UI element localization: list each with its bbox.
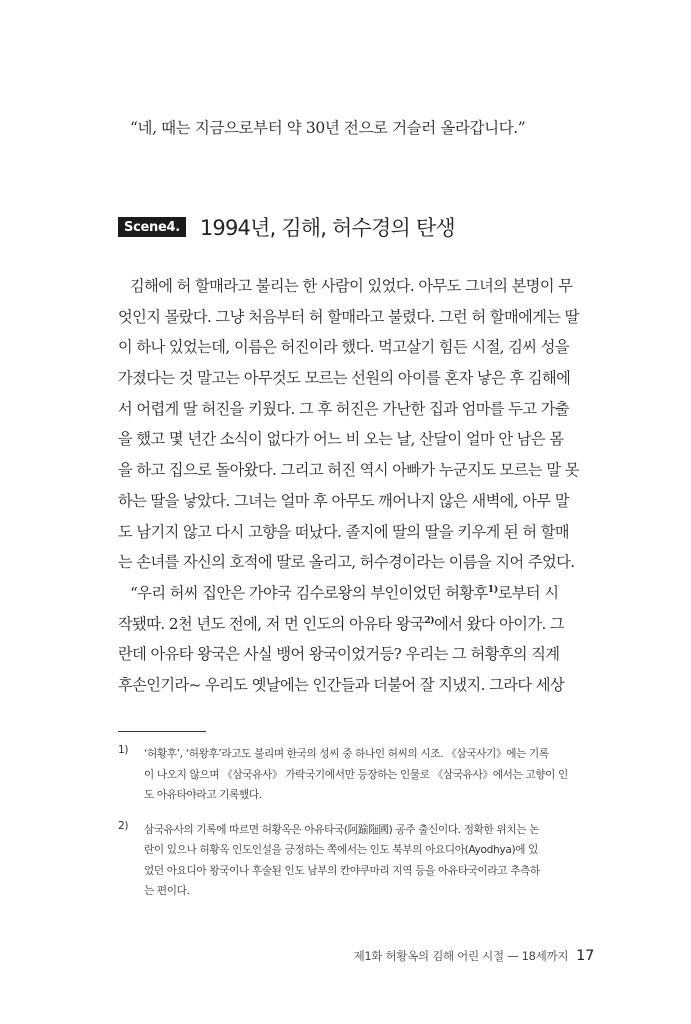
body-line: 도 남기지 않고 다시 고향을 떠났다. 졸지에 딸의 딸을 키우게 된 허 할매 (118, 522, 570, 541)
footnote-line: ‘허황후’, ‘허왕후’라고도 불리며 한국의 성씨 중 하나인 허씨의 시조. 《삼국사기》에는 기록 (144, 748, 549, 760)
body-line: 하는 딸을 낳았다. 그녀는 얼마 후 아무도 깨어나지 않은 새벽에, 아무 말 (118, 491, 570, 510)
dialogue-text: 에서 왔다 아이가. 그 (434, 614, 565, 633)
footnote-line: 이 나오지 않으며 《삼국유사》 가락국기에서만 등장하는 인물로 《삼국유사》에서는 고향이 인 (144, 768, 568, 781)
running-title: 제1화 허황옥의 김해 어린 시절 — 18세까지 (353, 949, 569, 963)
body-line: 는 손녀를 자신의 호적에 딸로 올리고, 허수경이라는 이름을 지어 주었다. (118, 553, 575, 572)
footnote-divider (118, 731, 206, 732)
dialogue-text: 로부터 시 (497, 583, 559, 602)
footnotes (118, 744, 594, 916)
footnote-ref-2[interactable]: 2) (424, 614, 435, 626)
running-footer (354, 948, 594, 964)
footnote-number: 1) (118, 744, 129, 756)
scene-heading (118, 210, 455, 244)
footnote-line: 도 아유타야라고 기록했다. (144, 789, 262, 801)
body-text (118, 271, 594, 701)
body-line: 가졌다는 것 말고는 아무것도 모르는 선원의 아이를 혼자 낳은 후 김해에 (118, 369, 571, 388)
body-line: 김해에 허 할매라고 불리는 한 사람이 있었다. 아무도 그녀의 본명이 무 (130, 277, 573, 295)
dialogue-line: 란데 아유타 왕국은 사실 뱅어 왕국이었거등? 우리는 그 허황후의 직계 (118, 645, 560, 664)
dialogue-text: 작됐따. 2천 년도 전에, 저 먼 인도의 아유타 왕국 (118, 614, 425, 633)
body-line: 이 하나 있었는데, 이름은 허진이라 했다. 먹고살기 힘든 시절, 김씨 성을 (118, 338, 570, 357)
dialogue-text: “우리 허씨 집안은 가야국 김수로왕의 부인이었던 허황후 (130, 583, 488, 602)
dialogue-line (118, 578, 594, 609)
footnote-number: 2) (118, 819, 129, 832)
body-line: 을 하고 집으로 돌아왔다. 그리고 허진 역시 아빠가 누군지도 모르는 말 못 (118, 461, 579, 480)
footnote-ref-1[interactable]: 1) (487, 583, 498, 595)
opening-quote: “네, 때는 지금으로부터 약 30년 전으로 거슬러 올라갑니다.” (130, 119, 526, 137)
footnote-1 (118, 744, 594, 806)
body-line: 서 어렵게 딸 허진을 키웠다. 그 후 허진은 가난한 집과 엄마를 두고 가출 (118, 399, 570, 418)
footnote-line: 는 편이다. (144, 885, 190, 897)
footnote-2 (118, 820, 594, 902)
scene-badge: Scene4. (118, 217, 186, 237)
footnote-line: 삼국유사의 기록에 따르면 허황옥은 아유타국(阿踰陁國) 공주 출신이다. 정확한 위치는 논 (144, 823, 539, 836)
body-line: 엇인지 몰랐다. 그냥 처음부터 허 할매라고 불렸다. 그런 허 할매에게는 딸 (118, 307, 579, 326)
dialogue-line: 후손인기라~ 우리도 옛날에는 인간들과 더불어 잘 지냈지. 그라다 세상 (118, 675, 565, 694)
body-line: 을 했고 몇 년간 소식이 없다가 어느 비 오는 날, 산달이 얼마 안 남은 몸 (118, 430, 564, 449)
scene-title: 1994년, 김해, 허수경의 탄생 (199, 216, 455, 240)
dialogue-line (118, 609, 594, 640)
footnote-line: 란이 있으나 허황옥 인도인설을 긍정하는 쪽에서는 인도 북부의 아요디아(Ayodhya)에 있 (144, 844, 539, 856)
page-number: 17 (576, 948, 594, 964)
footnote-line: 었던 아요디아 왕국이나 후술된 인도 남부의 칸야쿠마리 지역 등을 아유타국이라고 추측하 (144, 864, 540, 877)
